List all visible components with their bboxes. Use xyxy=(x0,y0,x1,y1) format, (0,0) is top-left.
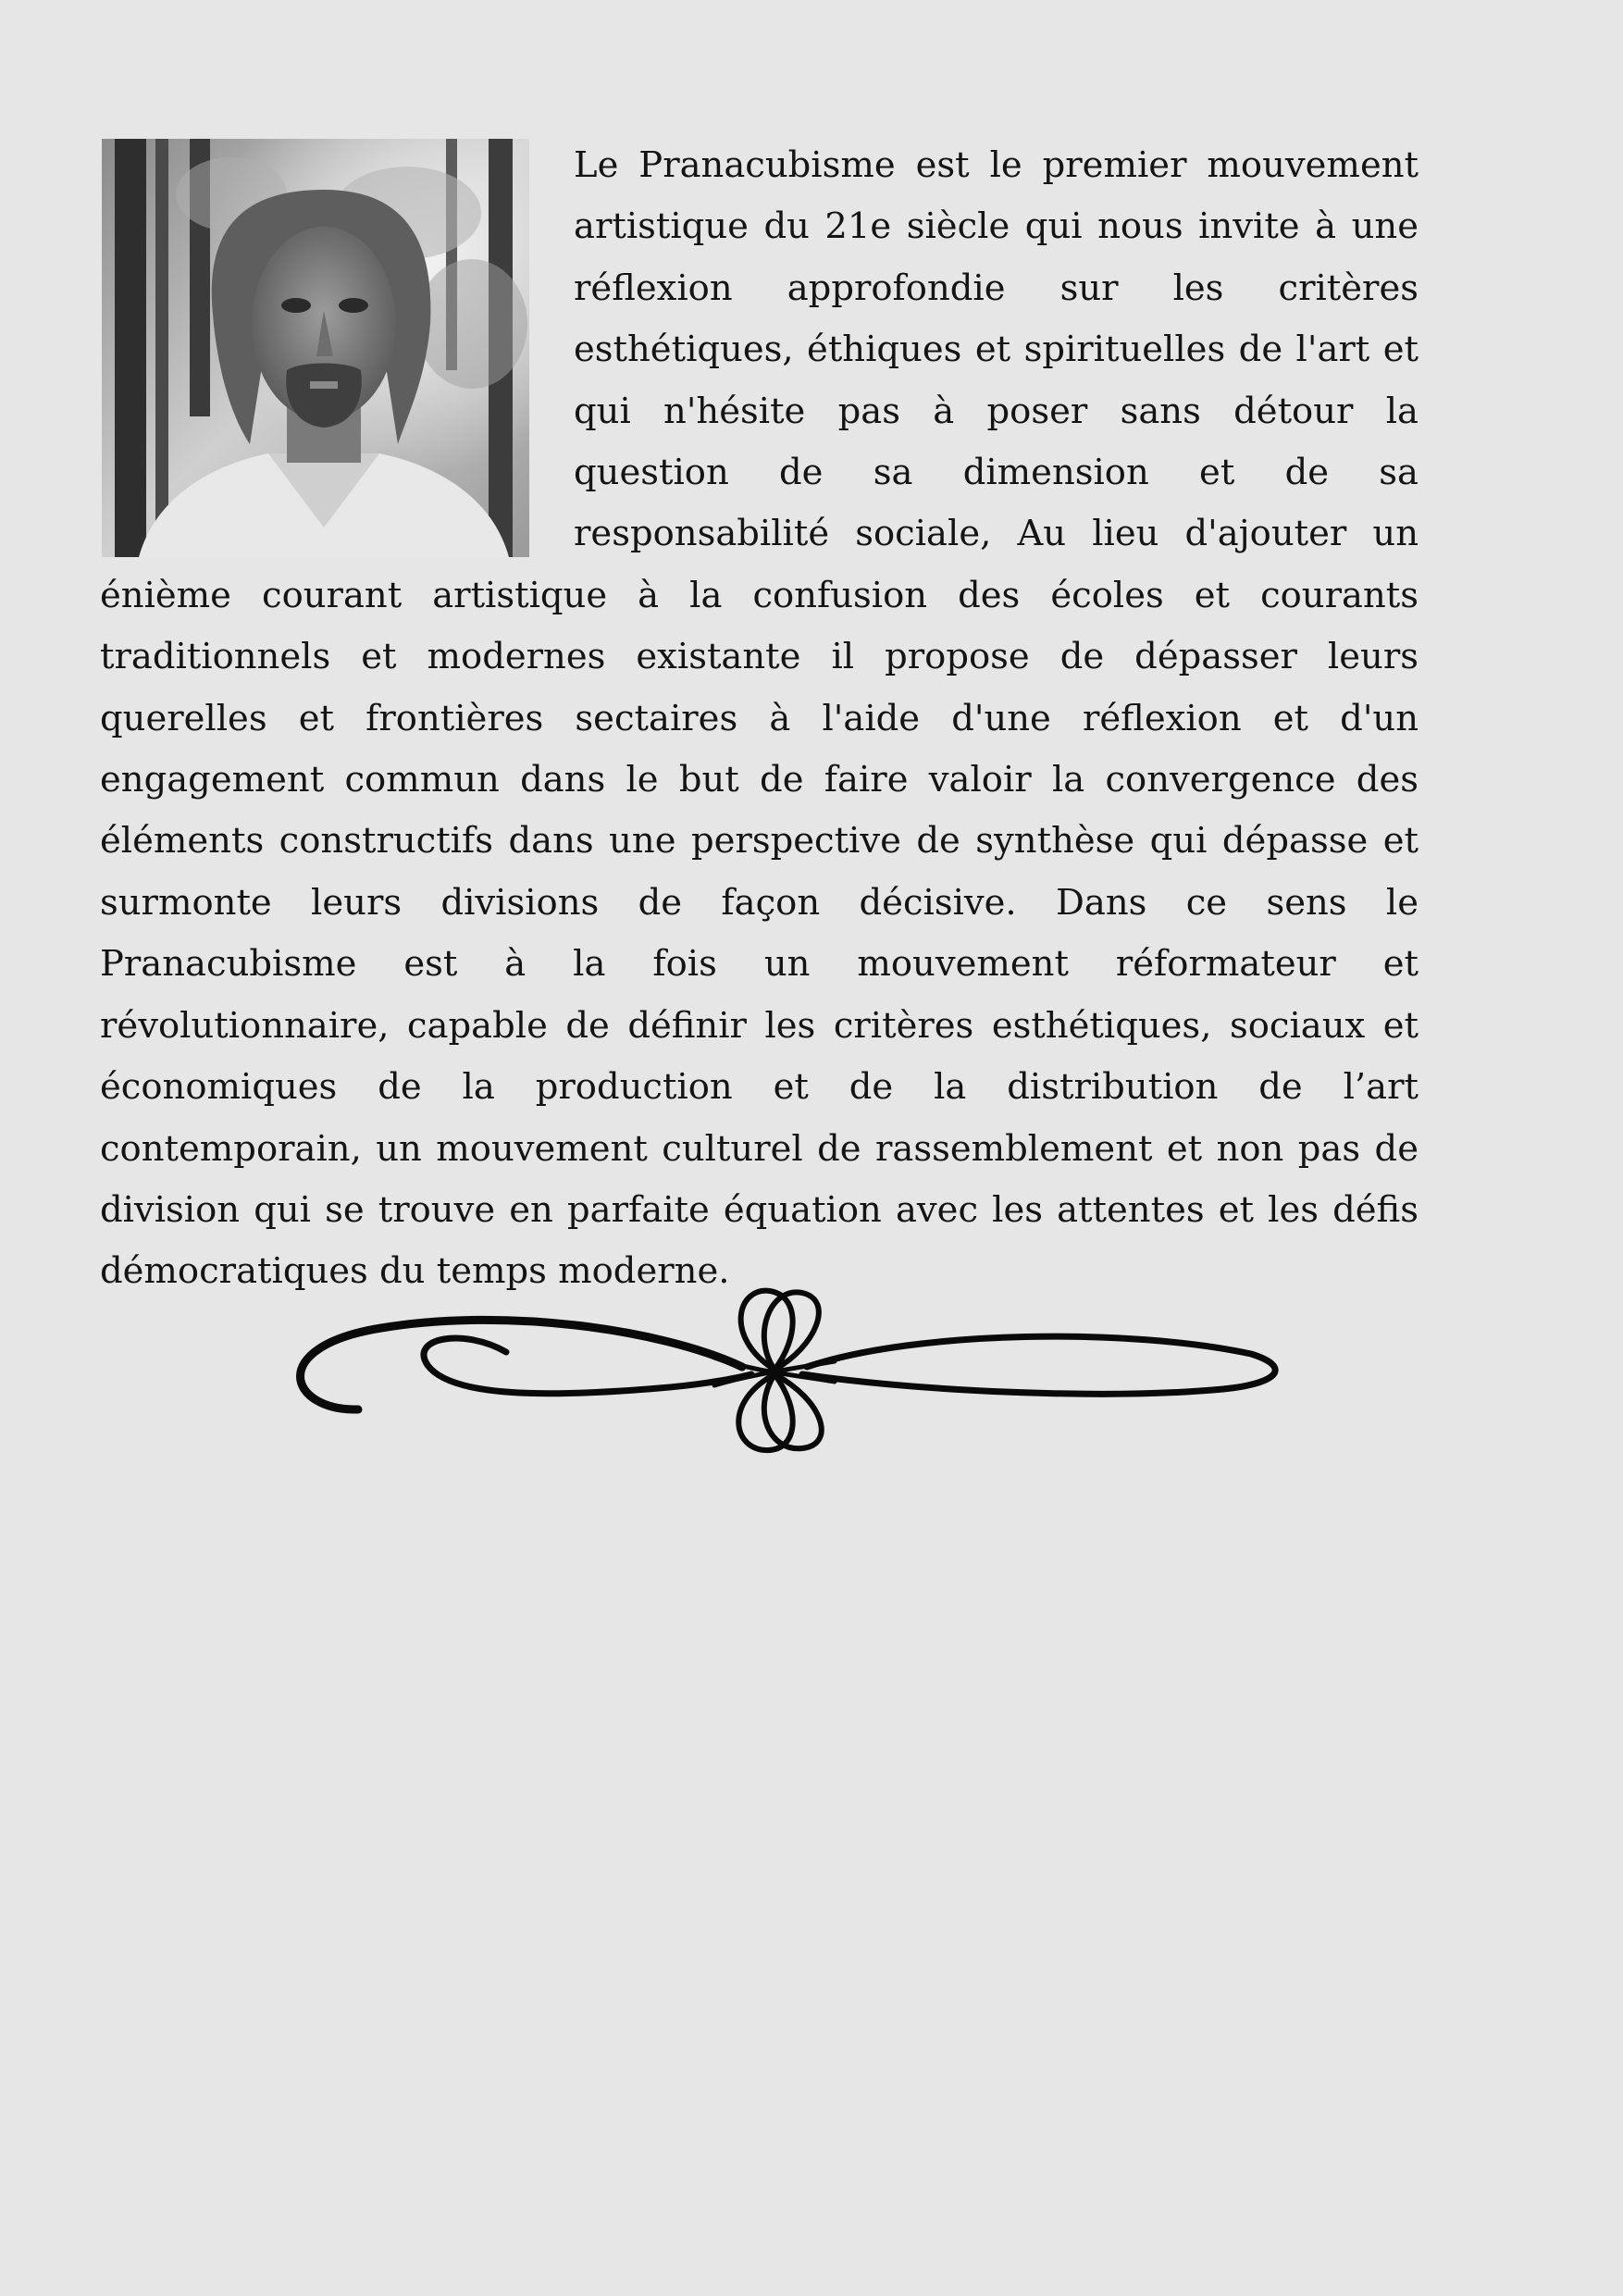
author-portrait-photo xyxy=(102,139,529,557)
article-body xyxy=(100,135,1419,1303)
decorative-flourish-icon xyxy=(270,1282,1288,1458)
article-paragraph: Le Pranacubisme est le premier mouvement artistique du 21e siècle qui nous invite à une réflexion approfondie sur les critères esthétiques, éthiques et spirituelles de l'art et qui n'hésite pas à poser sans détour la question de sa dimension et de sa responsabilité sociale, Au lieu d'ajouter un énième courant artistique à la confusion des écoles et courants traditionnels et modernes existante il propose de dépasser leurs querelles et frontières sectaires à l'aide d'une réflexion et d'un engagement commun dans le but de faire valoir la convergence des éléments constructifs dans une perspective de synthèse qui dépasse et surmonte leurs divisions de façon décisive. Dans ce sens le Pranacubisme est à la fois un mouvement réformateur et révolutionnaire, capable de définir les critères esthétiques, sociaux et économiques de la production et de la distribution de l’art contemporain, un mouvement culturel de rassemblement et non pas de division qui se trouve en parfaite équation avec les attentes et les défis démocratiques du temps moderne. xyxy=(100,144,1419,1293)
